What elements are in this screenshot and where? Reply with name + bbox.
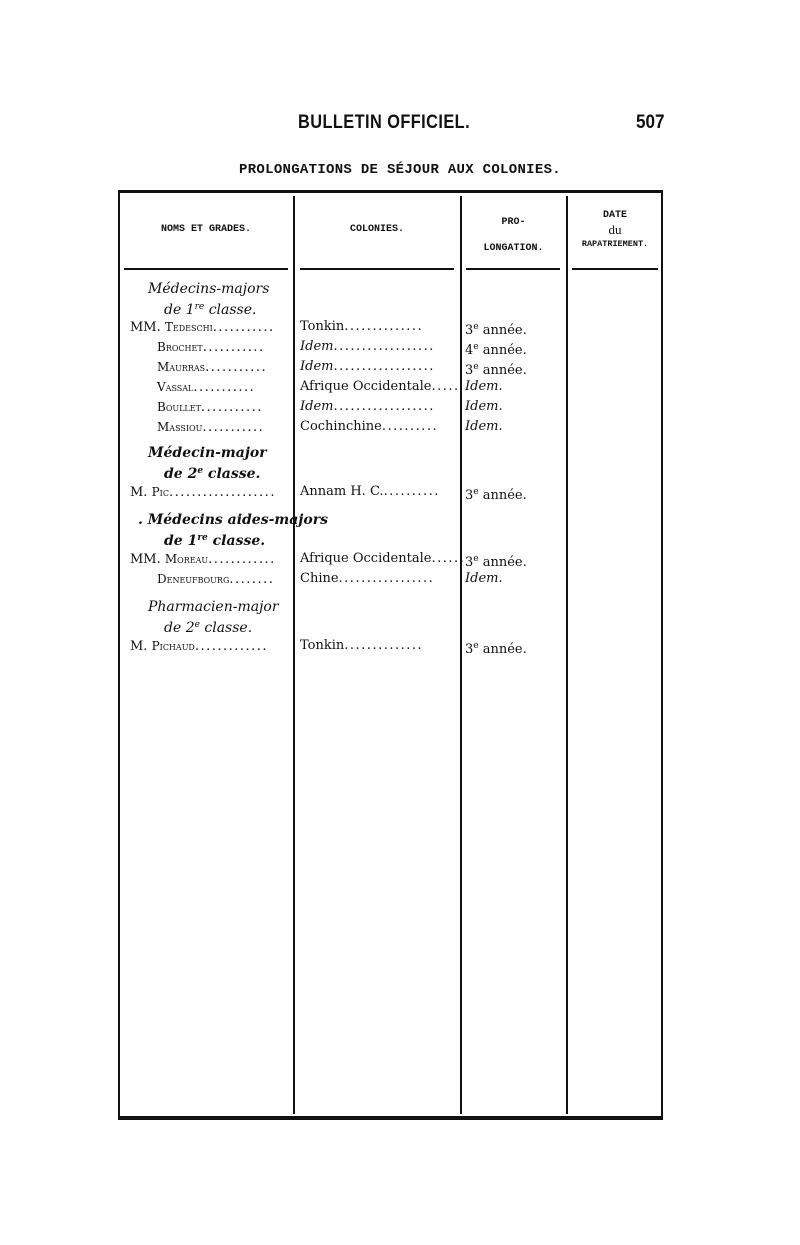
table-row <box>0 636 800 656</box>
column-header-date <box>568 209 662 251</box>
header-rule-date <box>572 268 658 270</box>
colony-cell: Annam H. C........... <box>300 484 440 499</box>
table-row <box>0 357 800 377</box>
name-cell: Vassal........... <box>157 380 256 395</box>
column-header-date-line1: DATE <box>602 210 627 221</box>
group-heading-line2: de 1re classe. <box>164 533 266 549</box>
header-rule-colonies <box>300 268 454 270</box>
name-cell: Boullet........... <box>157 400 263 415</box>
column-header-colonies: COLONIES. <box>349 224 404 235</box>
prolongation-cell: Idem. <box>465 571 503 586</box>
table-row <box>0 417 800 437</box>
prolongation-cell: 3e année. <box>465 487 527 503</box>
group-heading-line1: Médecins-majors <box>148 281 270 297</box>
group-heading <box>148 598 279 637</box>
group-heading <box>138 511 328 550</box>
name-cell: M. Pichaud............. <box>130 639 269 654</box>
colony-cell: Afrique Occidentale..... <box>300 379 460 394</box>
column-header-prolongation <box>462 210 565 262</box>
prolongation-cell: 3e année. <box>465 362 527 378</box>
group-heading-line1: Pharmacien-major <box>148 599 279 615</box>
prolongation-cell: 3e année. <box>465 322 527 338</box>
name-cell: M. Pic................... <box>130 485 276 500</box>
running-title: BULLETIN OFFICIEL. <box>298 112 471 133</box>
colony-cell: Cochinchine.......... <box>300 419 439 434</box>
prolongation-cell: Idem. <box>465 379 503 394</box>
group-heading <box>148 280 269 319</box>
group-heading-line1: Médecin-major <box>148 445 267 461</box>
running-head <box>0 112 800 136</box>
name-cell: Deneufbourg........ <box>157 572 275 587</box>
column-header-prolongation-line2: LONGATION. <box>483 243 544 254</box>
group-heading-line2: de 2e classe. <box>164 620 253 636</box>
header-rule-prolongation <box>466 268 560 270</box>
column-header-prolongation-line1: PRO- <box>501 217 526 228</box>
table-row <box>0 549 800 569</box>
group-heading <box>148 444 267 483</box>
header-rule-noms <box>124 268 288 270</box>
name-cell: Brochet........... <box>157 340 265 355</box>
prolongation-cell: 3e année. <box>465 554 527 570</box>
name-cell: Maurras........... <box>157 360 268 375</box>
column-header-noms: NOMS ET GRADES. <box>160 224 251 235</box>
colony-cell: Chine................. <box>300 571 435 586</box>
prolongation-cell: Idem. <box>465 419 503 434</box>
table-title: PROLONGATIONS DE SÉJOUR AUX COLONIES. <box>239 162 561 178</box>
colony-cell: Idem.................. <box>300 339 435 354</box>
name-cell: MM. Tedeschi........... <box>130 320 275 335</box>
group-heading-line2: de 1re classe. <box>164 302 257 318</box>
table-row <box>0 337 800 357</box>
prolongation-cell: Idem. <box>465 399 503 414</box>
colony-cell: Idem.................. <box>300 399 435 414</box>
colony-cell: Afrique Occidentale...... <box>300 551 466 566</box>
table-row <box>0 569 800 589</box>
prolongation-cell: 4e année. <box>465 342 527 358</box>
name-cell: MM. Moreau............ <box>130 552 276 567</box>
name-cell: Massiou........... <box>157 420 265 435</box>
table-row <box>0 317 800 337</box>
group-heading-line2: de 2e classe. <box>164 466 261 482</box>
table-row <box>0 377 800 397</box>
column-header-date-line3: RAPATRIEMENT. <box>581 239 649 249</box>
prolongation-cell: 3e année. <box>465 641 527 657</box>
table-row <box>0 482 800 502</box>
table-row <box>0 397 800 417</box>
colony-cell: Tonkin.............. <box>300 319 424 334</box>
column-header-date-line2: du <box>608 222 622 237</box>
group-heading-line1: . Médecins aides-majors <box>138 512 328 528</box>
colony-cell: Tonkin.............. <box>300 638 424 653</box>
colony-cell: Idem.................. <box>300 359 435 374</box>
page-number: 507 <box>636 112 665 133</box>
